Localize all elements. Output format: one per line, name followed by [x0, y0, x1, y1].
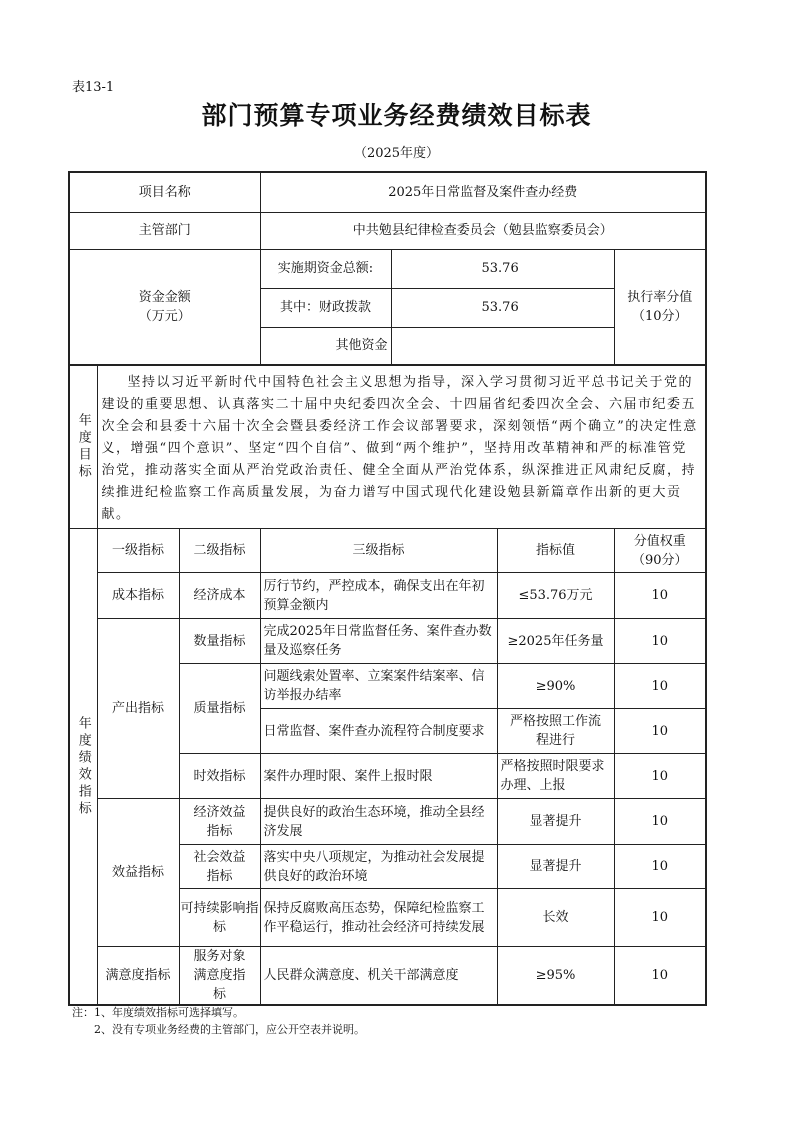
l2-cell: 经济成本	[179, 573, 260, 619]
note-2: 2、没有专项业务经费的主管部门，应公开空表并说明。	[94, 1023, 365, 1036]
l1-cell: 效益指标	[97, 799, 179, 947]
perf-label: 年度绩效指标	[69, 529, 97, 1006]
l1-cell: 成本指标	[97, 573, 179, 619]
fiscal-label: 其中：财政拨款	[260, 288, 391, 327]
l2-cell: 经济效益指标	[179, 799, 260, 845]
value-cell: ≥2025年任务量	[497, 619, 614, 664]
l1-cell: 满意度指标	[97, 947, 179, 1006]
l3-cell: 案件办理时限、案件上报时限	[260, 754, 497, 799]
value-cell: ≤53.76万元	[497, 573, 614, 619]
l2-cell: 数量指标	[179, 619, 260, 664]
table-row	[69, 573, 706, 619]
l3-cell: 完成2025年日常监督任务、案件查办数量及巡察任务	[260, 619, 497, 664]
fiscal-value: 53.76	[391, 288, 614, 327]
l3-cell: 保持反腐败高压态势，保障纪检监察工作平稳运行，推动社会经济可持续发展	[260, 889, 497, 947]
project-label: 项目名称	[69, 172, 260, 212]
value-cell: ≥90%	[497, 664, 614, 709]
other-value	[391, 327, 614, 365]
score-cell: 10	[614, 709, 706, 754]
table-row	[69, 947, 706, 1006]
header-l3: 三级指标	[260, 529, 497, 573]
l3-cell: 提供良好的政治生态环境，推动全县经济发展	[260, 799, 497, 845]
total-value: 53.76	[391, 249, 614, 288]
value-cell: 长效	[497, 889, 614, 947]
score-cell: 10	[614, 664, 706, 709]
funds-label: 资金金额（万元）	[69, 249, 260, 365]
performance-table	[68, 365, 707, 1006]
header-score: 分值权重（90分）	[614, 529, 706, 573]
score-cell: 10	[614, 573, 706, 619]
score-cell: 10	[614, 619, 706, 664]
score-cell: 10	[614, 889, 706, 947]
value-cell: 严格按照工作流程进行	[497, 709, 614, 754]
l3-cell: 人民群众满意度、机关干部满意度	[260, 947, 497, 1006]
l3-cell: 落实中央八项规定，为推动社会发展提供良好的政治环境	[260, 845, 497, 889]
other-label: 其他资金	[260, 327, 391, 365]
dept-value: 中共勉县纪律检查委员会（勉县监察委员会）	[260, 212, 706, 249]
score-cell: 10	[614, 947, 706, 1006]
table-number: 表13-1	[72, 80, 115, 95]
value-cell: 显著提升	[497, 845, 614, 889]
score-cell: 10	[614, 799, 706, 845]
l2-cell: 时效指标	[179, 754, 260, 799]
year-subtitle: （2025年度）	[353, 146, 440, 161]
value-cell: 严格按照时限要求办理、上报	[497, 754, 614, 799]
l3-cell: 厉行节约，严控成本，确保支出在年初预算金额内	[260, 573, 497, 619]
header-l2: 二级指标	[179, 529, 260, 573]
total-label: 实施期资金总额:	[260, 249, 391, 288]
goal-text: 坚持以习近平新时代中国特色社会主义思想为指导，深入学习贯彻习近平总书记关于党的建设的重要思想、认真落实二十届中央纪委四次全会、十四届省纪委四次全会、六届市纪委五次全会和县委十六届十次全会暨县委经济工作会议部署要求，深刻领悟“两个确立”的决定性意义，增强“四个意识”、坚定“四个自信”、做到“两个维护”，坚持用改革精神和严的标准管党治党，推动落实全面从严治党政治责任、健全全面从严治党体系，纵深推进正风肃纪反腐，持续推进纪检监察工作高质量发展，为奋力谱写中国式现代化建设勉县新篇章作出新的更大贡献。	[97, 366, 706, 529]
goal-label: 年度目标	[69, 366, 97, 529]
header-value: 指标值	[497, 529, 614, 573]
table-row	[69, 799, 706, 845]
l3-cell: 日常监督、案件查办流程符合制度要求	[260, 709, 497, 754]
score-cell: 10	[614, 754, 706, 799]
info-table	[68, 171, 707, 366]
l2-cell: 质量指标	[179, 664, 260, 754]
project-value: 2025年日常监督及案件查办经费	[260, 172, 706, 212]
note-1: 注：1、年度绩效指标可选择填写。	[72, 1006, 244, 1019]
score-label: 执行率分值（10分）	[614, 249, 706, 365]
l3-cell: 问题线索处置率、立案案件结案率、信访举报办结率	[260, 664, 497, 709]
l1-cell: 产出指标	[97, 619, 179, 799]
dept-label: 主管部门	[69, 212, 260, 249]
header-l1: 一级指标	[97, 529, 179, 573]
l2-cell: 社会效益指标	[179, 845, 260, 889]
table-row	[69, 619, 706, 664]
score-cell: 10	[614, 845, 706, 889]
l2-cell: 服务对象满意度指标	[179, 947, 260, 1006]
l2-cell: 可持续影响指标	[179, 889, 260, 947]
page-title: 部门预算专项业务经费绩效目标表	[201, 101, 592, 130]
value-cell: 显著提升	[497, 799, 614, 845]
value-cell: ≥95%	[497, 947, 614, 1006]
